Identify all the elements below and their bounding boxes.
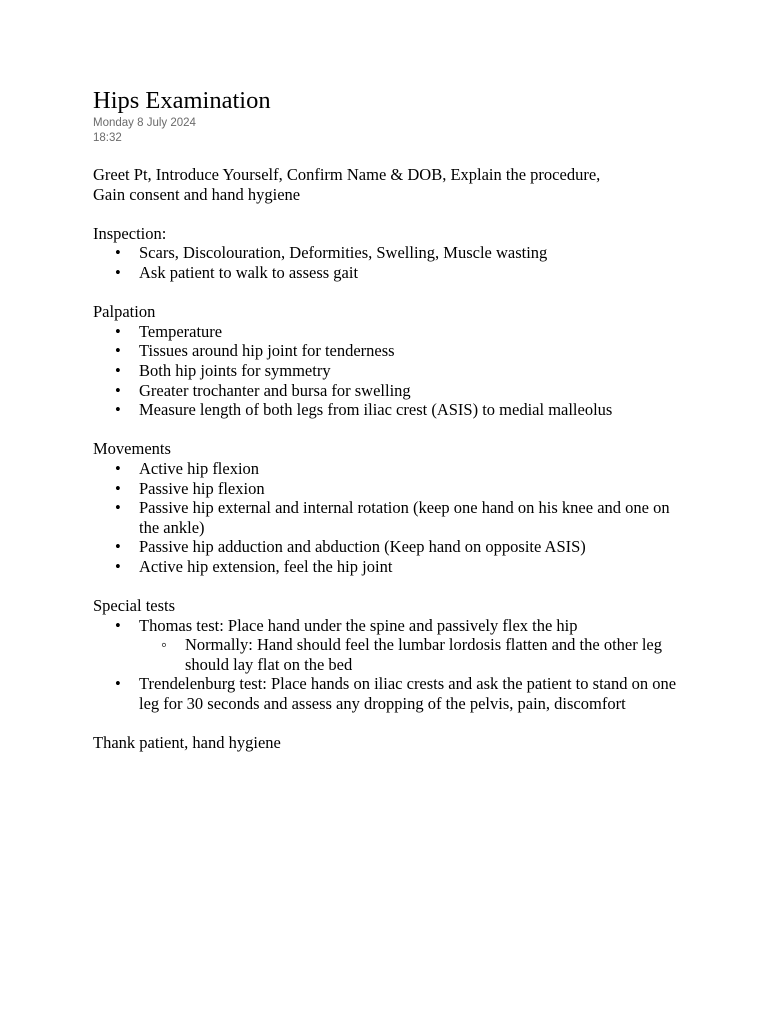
sub-list-wrapper — [93, 635, 693, 674]
list-item: • Ask patient to walk to assess gait — [93, 263, 693, 283]
note-content — [93, 86, 693, 753]
section-heading: Palpation — [93, 302, 156, 322]
palpation-section — [93, 302, 693, 420]
list-item-thomas-test — [93, 616, 693, 675]
inspection-list — [93, 243, 693, 282]
inspection-section — [93, 224, 693, 283]
intro-line: Greet Pt, Introduce Yourself, Confirm Name & DOB, Explain the procedure, — [93, 165, 601, 184]
section-heading: Movements — [93, 439, 171, 459]
list-item: • Both hip joints for symmetry — [93, 361, 693, 381]
list-item: • Passive hip external and internal rotation (keep one hand on his knee and one on the ankle) — [93, 498, 693, 537]
list-item: • Active hip flexion — [93, 459, 693, 479]
closing-line: Thank patient, hand hygiene — [93, 733, 281, 753]
page-title: Hips Examination — [93, 87, 271, 114]
palpation-list — [93, 322, 693, 420]
section-heading: Inspection: — [93, 223, 167, 243]
intro-line: Gain consent and hand hygiene — [93, 184, 301, 204]
list-item: • Scars, Discolouration, Deformities, Swelling, Muscle wasting — [93, 243, 693, 263]
list-item: • Measure length of both legs from iliac crest (ASIS) to medial malleolus — [93, 400, 693, 420]
list-item: • Passive hip flexion — [93, 479, 693, 499]
list-item-text: Thomas test: Place hand under the spine and passively flex the hip — [139, 615, 578, 635]
note-date: Monday 8 July 2024 — [93, 117, 196, 129]
special-tests-list — [93, 616, 693, 714]
sub-list-item: ◦ Normally: Hand should feel the lumbar lordosis flatten and the other leg should lay flat on the bed — [93, 635, 693, 674]
list-item-trendelenburg-test: • Trendelenburg test: Place hands on iliac crests and ask the patient to stand on one leg for 30 seconds and assess any dropping of the pelvis, pain, discomfort — [93, 674, 693, 713]
list-item: • Tissues around hip joint for tenderness — [93, 341, 693, 361]
movements-section — [93, 439, 693, 576]
list-item: • Temperature — [93, 322, 693, 342]
intro-paragraph — [93, 165, 693, 204]
note-time: 18:32 — [93, 132, 122, 144]
section-heading: Special tests — [93, 596, 176, 616]
special-tests-section — [93, 596, 693, 714]
list-item: • Passive hip adduction and abduction (Keep hand on opposite ASIS) — [93, 537, 693, 557]
movements-list — [93, 459, 693, 577]
list-item: • Greater trochanter and bursa for swelling — [93, 381, 693, 401]
list-item: • Active hip extension, feel the hip joint — [93, 557, 693, 577]
thomas-sub-list — [93, 635, 693, 674]
